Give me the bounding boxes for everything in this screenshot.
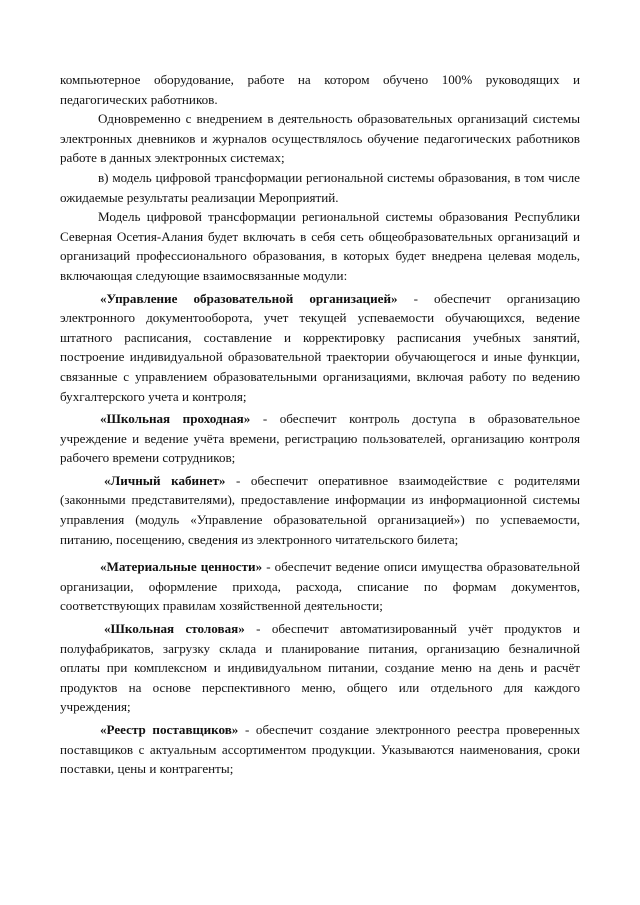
module-title: «Реестр поставщиков» xyxy=(100,722,239,737)
paragraph-electronic-diaries: Одновременно с внедрением в деятельность образовательных организаций системы электронных дневников и журналов осуществлялось обучение педагогических работников работе в данных электронных системах; xyxy=(60,111,580,166)
module-text: - обеспечит контроль доступа в образовательное учреждение и ведение учёта времени, регистрацию пользователей, организацию контроля рабочего времени сотрудников; xyxy=(60,411,580,466)
module-assets xyxy=(60,557,580,616)
module-management xyxy=(60,289,580,407)
paragraph-equipment: компьютерное оборудование, работе на котором обучено 100% руководящих и педагогических работников. xyxy=(60,72,580,107)
paragraph-model-description: Модель цифровой трансформации региональной системы образования Республики Северная Осетия-Алания будет включать в себя сеть общеобразовательных организаций и организаций профессионального образования, в которых будет внедрена целевая модель, включающая следующие взаимосвязанные модули: xyxy=(60,209,580,283)
module-title: «Управление образовательной организацией» xyxy=(100,290,398,306)
module-text: - обеспечит создание электронного реестра проверенных поставщиков с актуальным ассортиментом продукции. Указываются наименования, сроки поставки, цены и контрагенты; xyxy=(60,722,580,777)
module-suppliers xyxy=(60,720,580,779)
module-text: - обеспечит ведение описи имущества образовательной организации, оформление прихода, расхода, списание по формам документов, соответствующих правилам хозяйственной деятельности; xyxy=(60,559,580,614)
module-text: - обеспечит автоматизированный учёт продуктов и полуфабрикатов, загрузку склада и планирование питания, организацию безналичной оплаты при комплексном и индивидуальном питании, создание меню на день и расчёт продуктов на основе перспективного меню, общего или отдельного для каждого учреждения; xyxy=(60,621,580,715)
module-personal-account xyxy=(60,471,580,549)
module-checkpoint xyxy=(60,409,580,468)
module-title: «Личный кабинет» xyxy=(104,472,226,488)
module-text: - обеспечит оперативное взаимодействие с родителями (законными представителями), предоставление информации из информационной системы управления (модуль «Управление образовательной организацией») по успеваемости, питанию, посещению, сведения из электронного читательского билета; xyxy=(60,472,581,547)
paragraph-model-heading: в) модель цифровой трансформации региональной системы образования, в том числе ожидаемые результаты реализации Мероприятий. xyxy=(60,169,580,205)
module-title: «Материальные ценности» xyxy=(100,559,263,575)
module-canteen xyxy=(60,619,580,717)
module-text: - обеспечит организацию электронного документооборота, учет текущей успеваемости обучающихся, ведение штатного расписания, составление и корректировку расписания учебных занятий, построение индивидуальной образовательной траектории обучающегося и иные функции, связанные с управлением образовательными организациями, включая работу по ведению бухгалтерского учета и контроля; xyxy=(60,290,580,404)
module-title: «Школьная столовая» xyxy=(104,621,245,637)
module-title: «Школьная проходная» xyxy=(100,411,251,427)
